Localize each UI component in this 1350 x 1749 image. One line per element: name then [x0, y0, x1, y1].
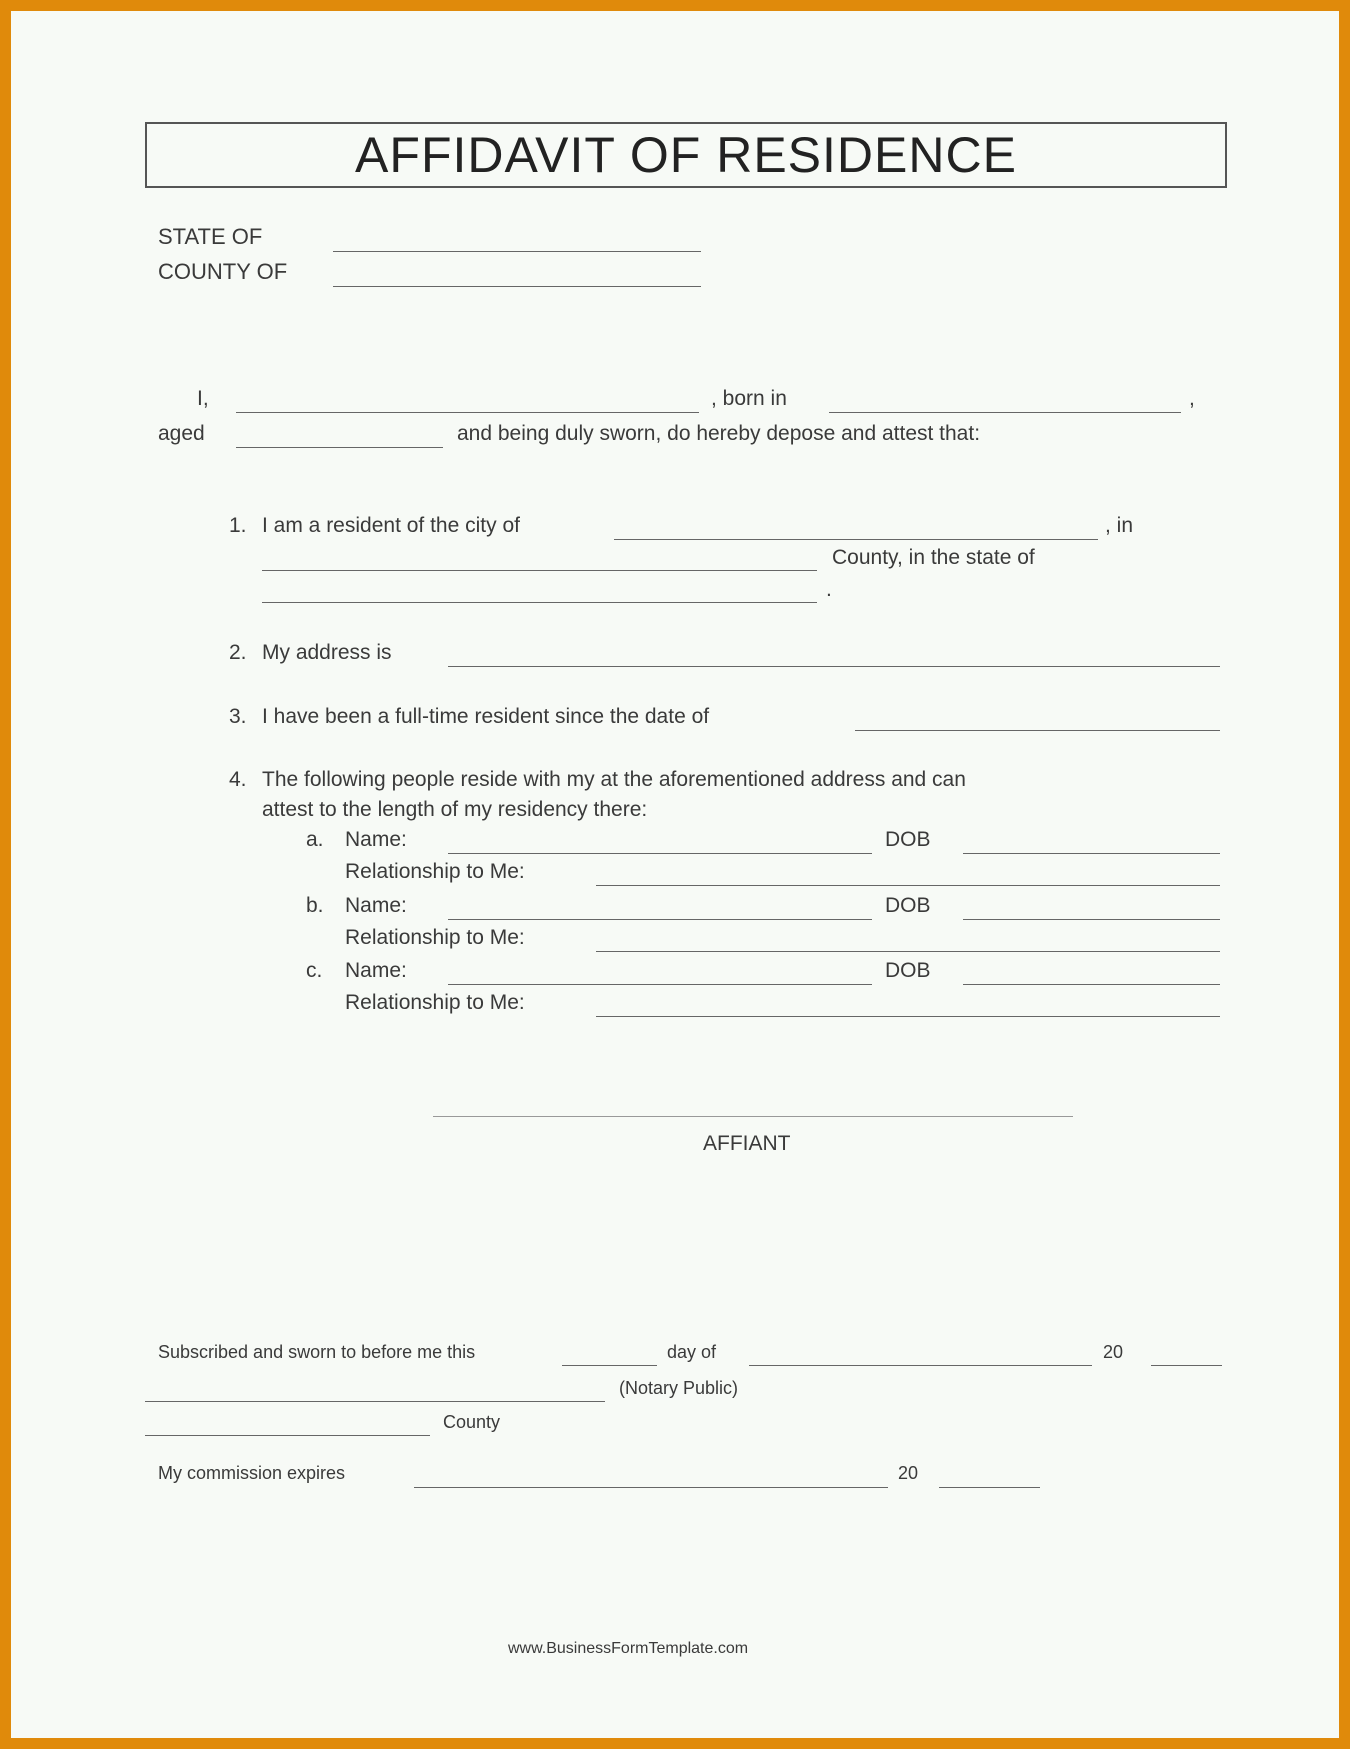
item4-line1: The following people reside with my at the aforementioned address and can — [262, 768, 966, 791]
person-a-dob-field[interactable] — [963, 853, 1220, 854]
state-of-residence-field[interactable] — [262, 602, 817, 603]
person-b-rel-field[interactable] — [596, 951, 1220, 952]
affiant-label: AFFIANT — [703, 1132, 791, 1155]
day-of-label: day of — [667, 1342, 717, 1362]
commission-label: My commission expires — [158, 1463, 346, 1483]
person-a-name-field[interactable] — [448, 853, 872, 854]
person-b-name-field[interactable] — [448, 919, 872, 920]
affiant-signature-line[interactable] — [433, 1116, 1073, 1117]
day-field[interactable] — [562, 1365, 657, 1366]
person-a-dob-label: DOB — [885, 828, 931, 851]
notary-county-field[interactable] — [145, 1435, 430, 1436]
name-field[interactable] — [236, 412, 699, 413]
notary-public-field[interactable] — [145, 1401, 605, 1402]
item1-county-state: County, in the state of — [832, 546, 1035, 569]
person-b-rel-label: Relationship to Me: — [345, 926, 525, 949]
item2-text: My address is — [262, 641, 392, 664]
item4-line2: attest to the length of my residency there: — [262, 798, 648, 821]
person-c-rel-field[interactable] — [596, 1016, 1220, 1017]
document-page — [11, 11, 1339, 1738]
person-c-name-field[interactable] — [448, 984, 872, 985]
county-field[interactable] — [333, 286, 701, 287]
item3-number: 3. — [229, 705, 247, 728]
person-b-dob-field[interactable] — [963, 919, 1220, 920]
birthplace-field[interactable] — [829, 412, 1181, 413]
person-a-rel-label: Relationship to Me: — [345, 860, 525, 883]
year-prefix: 20 — [1103, 1342, 1124, 1362]
person-c-dob-label: DOB — [885, 959, 931, 982]
commission-date-field[interactable] — [414, 1487, 888, 1488]
notary-public-label: (Notary Public) — [619, 1378, 739, 1398]
person-b-name-label: Name: — [345, 894, 407, 917]
subscribed-text: Subscribed and sworn to before me this — [158, 1342, 476, 1362]
item1-number: 1. — [229, 514, 247, 537]
county-of-residence-field[interactable] — [262, 570, 817, 571]
person-c-rel-label: Relationship to Me: — [345, 991, 525, 1014]
commission-year-prefix: 20 — [898, 1463, 919, 1483]
item1-in: , in — [1105, 514, 1134, 537]
person-c-name-label: Name: — [345, 959, 407, 982]
person-b-letter: b. — [306, 894, 324, 917]
person-c-dob-field[interactable] — [963, 984, 1220, 985]
item4-number: 4. — [229, 768, 247, 791]
state-field[interactable] — [333, 251, 701, 252]
born-label: , born in — [711, 387, 787, 410]
title-box — [145, 122, 1227, 188]
city-field[interactable] — [614, 539, 1098, 540]
notary-county-label: County — [443, 1412, 501, 1432]
month-field[interactable] — [749, 1365, 1092, 1366]
item1-period: . — [826, 578, 832, 601]
age-field[interactable] — [236, 447, 443, 448]
footer-website: www.BusinessFormTemplate.com — [508, 1640, 749, 1657]
document-title: AFFIDAVIT OF RESIDENCE — [355, 127, 1017, 183]
intro-comma: , — [1189, 387, 1195, 410]
resident-since-field[interactable] — [855, 730, 1220, 731]
commission-year-field[interactable] — [939, 1487, 1040, 1488]
item1-text: I am a resident of the city of — [262, 514, 520, 537]
person-b-dob-label: DOB — [885, 894, 931, 917]
i-label: I, — [197, 387, 209, 410]
item3-text: I have been a full-time resident since the date of — [262, 705, 710, 728]
person-a-name-label: Name: — [345, 828, 407, 851]
year-field[interactable] — [1151, 1365, 1222, 1366]
aged-label: aged — [158, 422, 205, 445]
county-label: COUNTY OF — [158, 259, 288, 284]
address-field[interactable] — [448, 666, 1220, 667]
person-a-rel-field[interactable] — [596, 885, 1220, 886]
state-label: STATE OF — [158, 224, 263, 249]
item2-number: 2. — [229, 641, 247, 664]
person-a-letter: a. — [306, 828, 324, 851]
person-c-letter: c. — [306, 959, 323, 982]
sworn-text: and being duly sworn, do hereby depose and attest that: — [457, 422, 981, 445]
